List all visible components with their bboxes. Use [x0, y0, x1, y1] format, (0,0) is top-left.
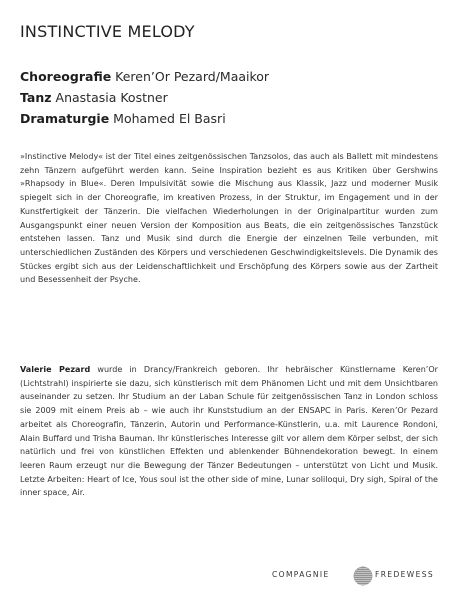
credit-dramaturgy	[20, 108, 440, 129]
credit-choreography	[20, 66, 440, 87]
striped-circle-logo-icon	[353, 566, 373, 586]
credit-label: Choreografie	[20, 69, 112, 84]
page-title: INSTINCTIVE MELODY	[20, 22, 195, 41]
credit-value: Keren’Or Pezard/Maaikor	[115, 69, 270, 84]
biography-name: Valerie Pezard	[20, 365, 91, 374]
biography-paragraph	[20, 363, 438, 500]
credit-value: Anastasia Kostner	[55, 90, 168, 105]
footer-company-label: COMPAGNIE	[272, 570, 330, 579]
description-paragraph: »Instinctive Melody« ist der Titel eines zeitgenössischen Tanzsolos, das auch als Ballett mit mindestens zehn Tänzern aufgeführt werden kann. Seine Inspiration bezieht es aus Kritiken über Gershwins »Rhapsody in Blue«. Deren Impulsivität sowie die Mischung aus Klassik, Jazz und moderner Musik spiegelt sich in der Choreografie, im kreativen Prozess, in der Struktur, im Engagement und in der Kunstfertigkeit der Tänzerin. Die vielfachen Wiederholungen in der Originalpartitur wurden zum Ausgangspunkt einer neuen Version der Komposition aus Beats, die ein zeitgenössisches Tanzstück entstehen lassen. Tanz und Musik sind durch die Energie der einzelnen Teile verbunden, mit unterschiedlichen Zuständen des Körpers und verschiedenen Geschwindigkeitslevels. Die Dynamik des Stückes ergibt sich aus der Leidenschaftlichkeit und Erschöpfung des Körpers sowie aus der Zartheit und Besessenheit der Psyche.	[20, 152, 438, 285]
footer-company	[272, 566, 442, 586]
credit-dance	[20, 87, 440, 108]
credit-label: Tanz	[20, 90, 52, 105]
footer-company-name: FREDEWESS	[375, 570, 435, 579]
credit-value: Mohamed El Basri	[113, 111, 226, 126]
credit-label: Dramaturgie	[20, 111, 110, 126]
credits-list	[20, 66, 440, 129]
biography-text: wurde in Drancy/Frankreich geboren. Ihr hebräischer Künstlername Keren’Or (Lichtstrahl) inspirierte sie dazu, sich künstlerisch mit dem Phänomen Licht und mit dem Unsichtbaren auseinander zu setzen. Ihr Studium an der Laban Schule für zeitgenössischen Tanz in London schloss sie 2009 mit einem Preis ab – wie auch ihr Kunststudium an der ENSAPC in Paris. Keren’Or Pezard arbeitet als Choreografin, Tänzerin, Autorin und Performance-Künstlerin, u.a. mit Laurence Rondoni, Alain Buffard und Trisha Bauman. Ihr künstlerisches Interesse gilt vor allem dem Körper selbst, der sich natürlich und frei von künstlichen Effekten und ablenkender Bühnendekoration bewegt. In einem leeren Raum erzeugt nur die Bewegung der Tänzer Bedeutungen – unterstützt von Licht und Musik. Letzte Arbeiten: Heart of Ice, Yous soul ist the other side of mine, Lunar soliloqui, Dry sigh, Spiral of the inner space, Air.	[20, 365, 438, 498]
